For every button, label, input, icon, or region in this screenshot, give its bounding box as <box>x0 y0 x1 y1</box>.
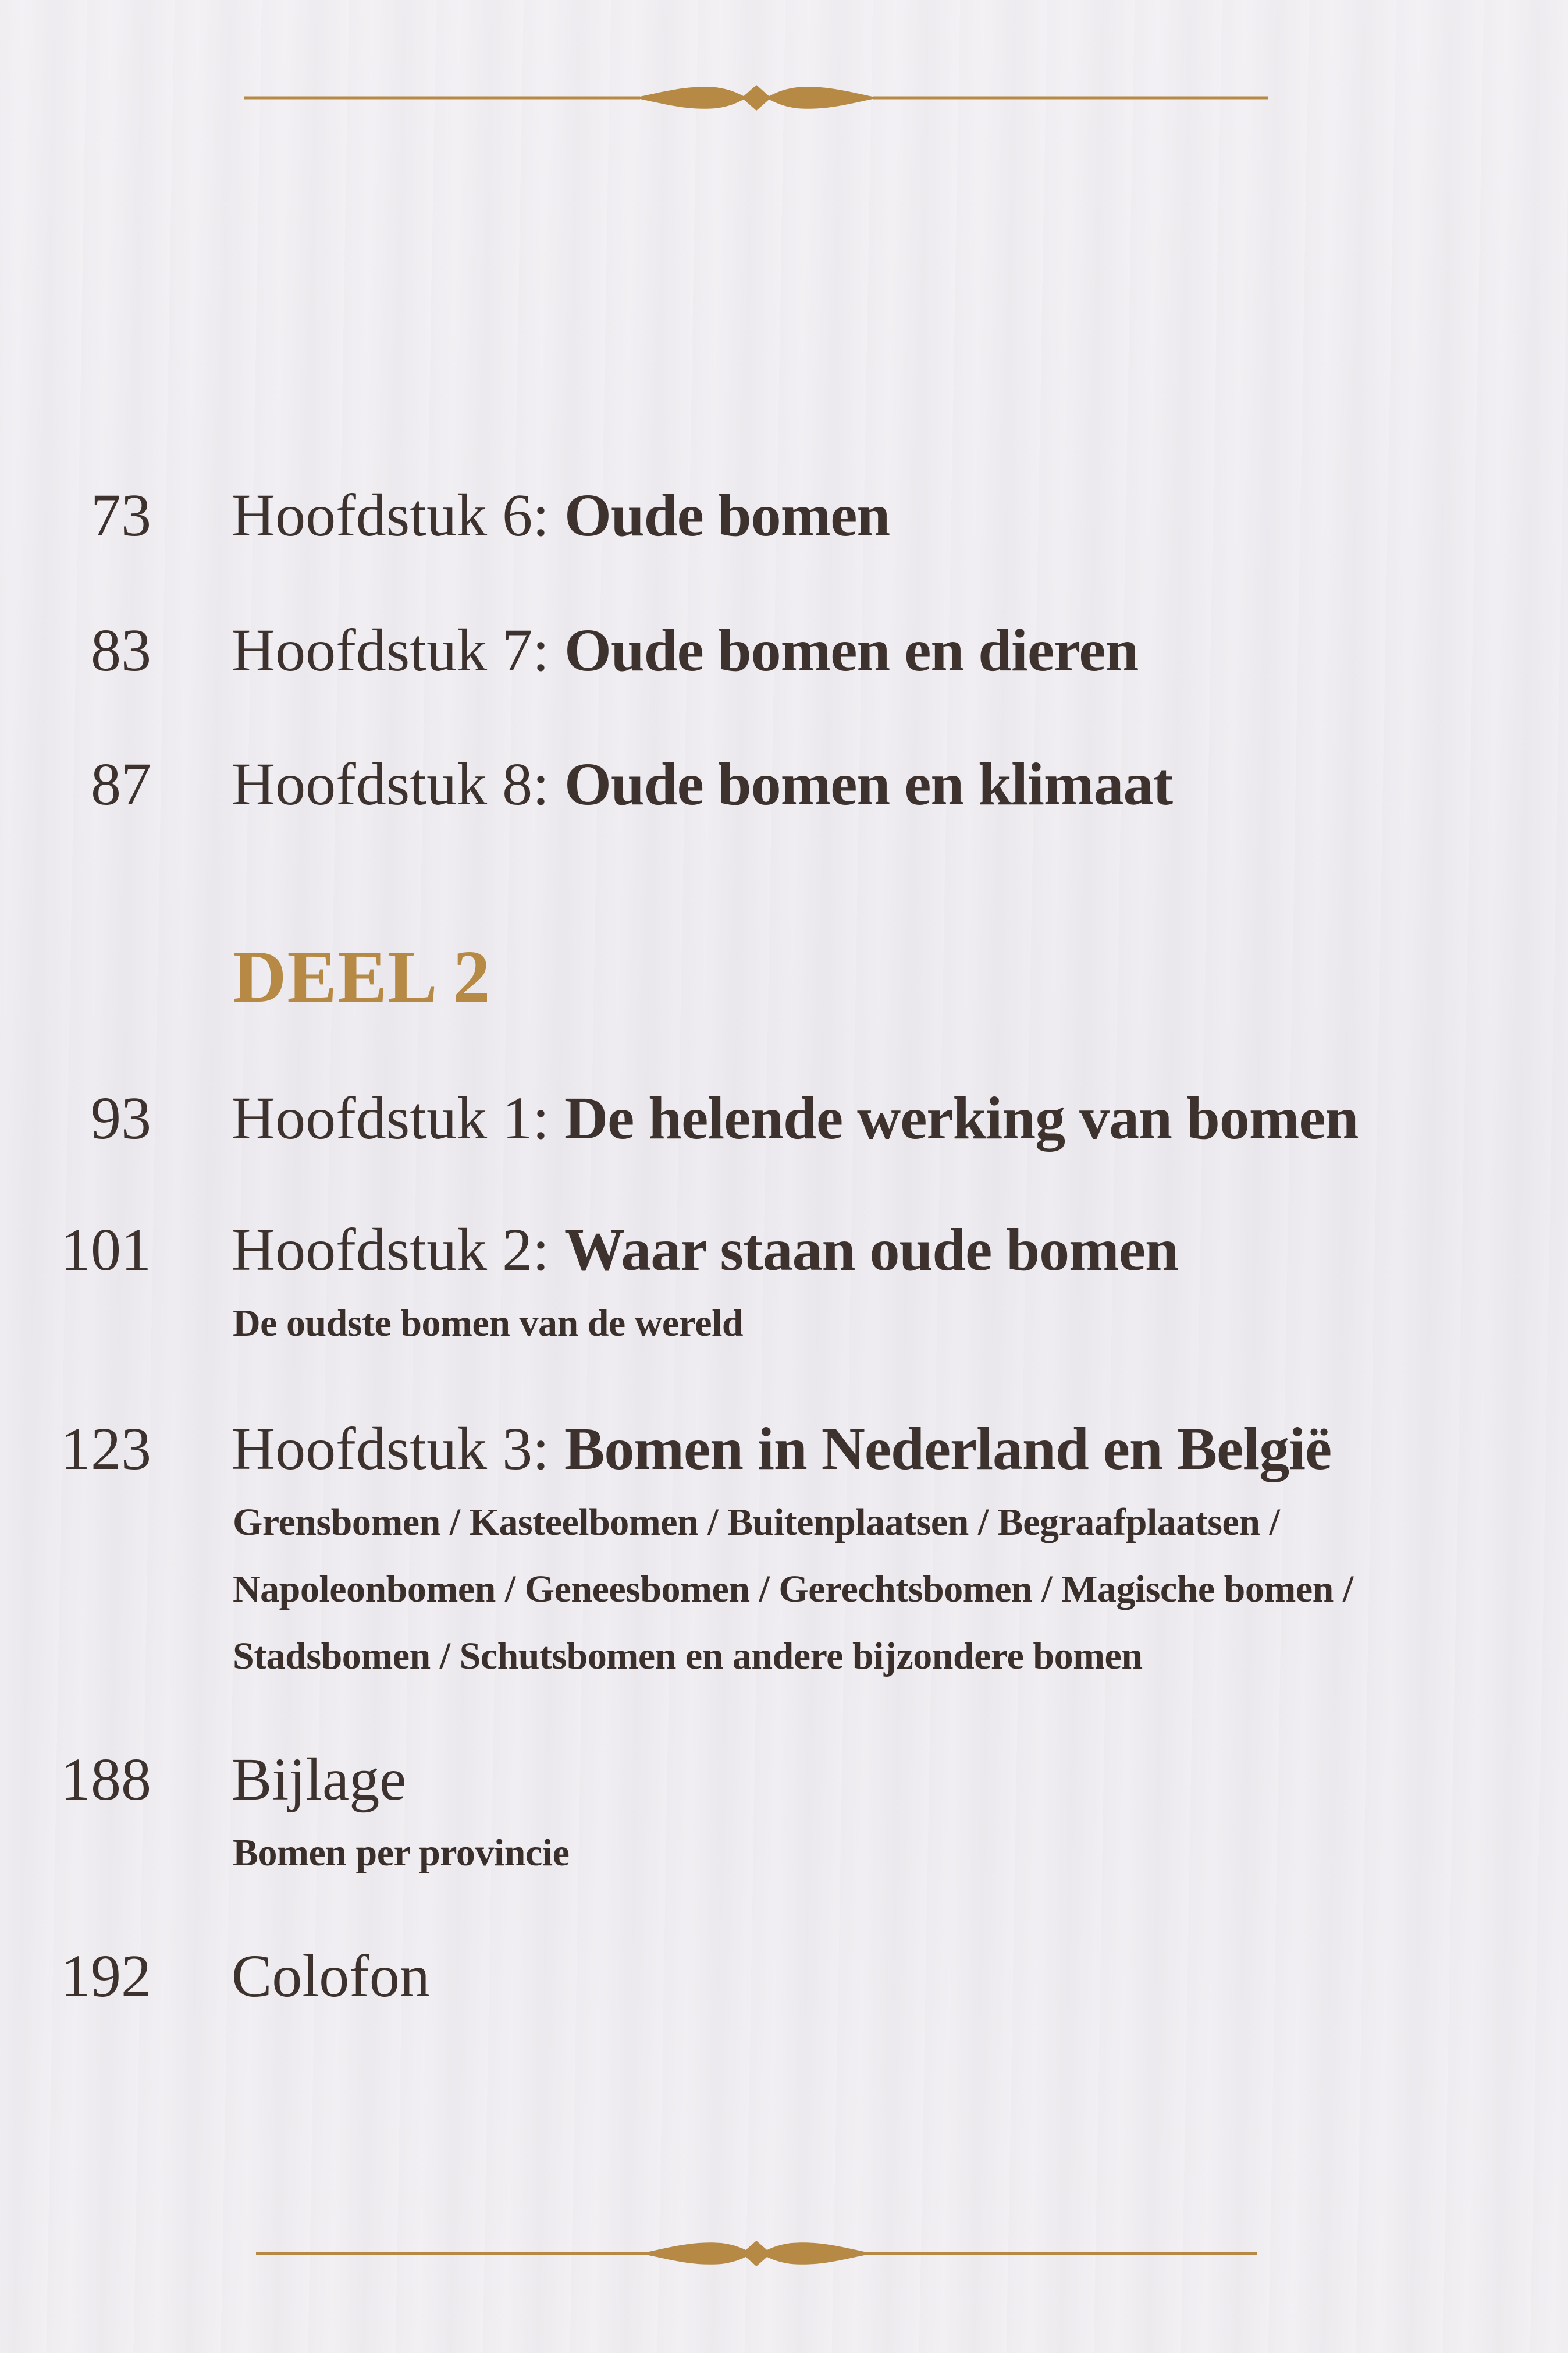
page-number: 73 <box>91 482 151 549</box>
chapter-heading <box>232 616 1138 686</box>
bottom-flourish-divider <box>0 2230 1568 2277</box>
chapter-label: Hoofdstuk 6: <box>232 482 564 549</box>
chapter-heading <box>232 750 1172 819</box>
top-flourish-divider <box>0 74 1568 121</box>
page-number: 188 <box>61 1746 151 1813</box>
chapter-label: Hoofdstuk 8: <box>232 751 564 818</box>
chapter-title: Waar staan oude bomen <box>564 1216 1178 1283</box>
chapter-label: Hoofdstuk 2: <box>232 1216 564 1283</box>
chapter-subtitle: De oudste bomen van de wereld <box>233 1302 744 1344</box>
chapter-title: Oude bomen <box>564 482 890 549</box>
chapter-subtitle: Bomen per provincie <box>233 1832 570 1874</box>
section-title: DEEL 2 <box>233 935 491 1018</box>
chapter-heading <box>232 1745 406 1815</box>
chapter-label: Colofon <box>232 1943 430 2010</box>
chapter-label: Hoofdstuk 3: <box>232 1415 564 1482</box>
page-number: 101 <box>61 1216 151 1283</box>
chapter-title: De helende werking van bomen <box>564 1085 1359 1152</box>
page-number: 87 <box>91 751 151 818</box>
page-number: 83 <box>91 617 151 684</box>
chapter-title: Oude bomen en klimaat <box>564 751 1173 818</box>
chapter-label: Bijlage <box>232 1746 407 1813</box>
chapter-heading <box>232 1414 1331 1484</box>
chapter-subtitle: Grensbomen / Kasteelbomen / Buitenplaatsen / Begraafplaatsen / Napoleonbomen / Geneesbomen / Gerechtsbomen / Magische bomen / Stadsbomen / Schutsbomen en andere bijzondere bomen <box>233 1501 1353 1677</box>
chapter-label: Hoofdstuk 7: <box>232 617 564 684</box>
chapter-heading <box>232 1215 1178 1285</box>
page-number: 123 <box>61 1415 151 1482</box>
page-number: 192 <box>61 1943 151 2010</box>
chapter-heading <box>232 1942 430 2011</box>
chapter-title: Bomen in Nederland en België <box>564 1415 1332 1482</box>
page-number: 93 <box>91 1085 151 1152</box>
chapter-label: Hoofdstuk 1: <box>232 1085 564 1152</box>
chapter-heading <box>232 481 890 551</box>
chapter-title: Oude bomen en dieren <box>564 617 1139 684</box>
chapter-heading <box>232 1084 1358 1154</box>
